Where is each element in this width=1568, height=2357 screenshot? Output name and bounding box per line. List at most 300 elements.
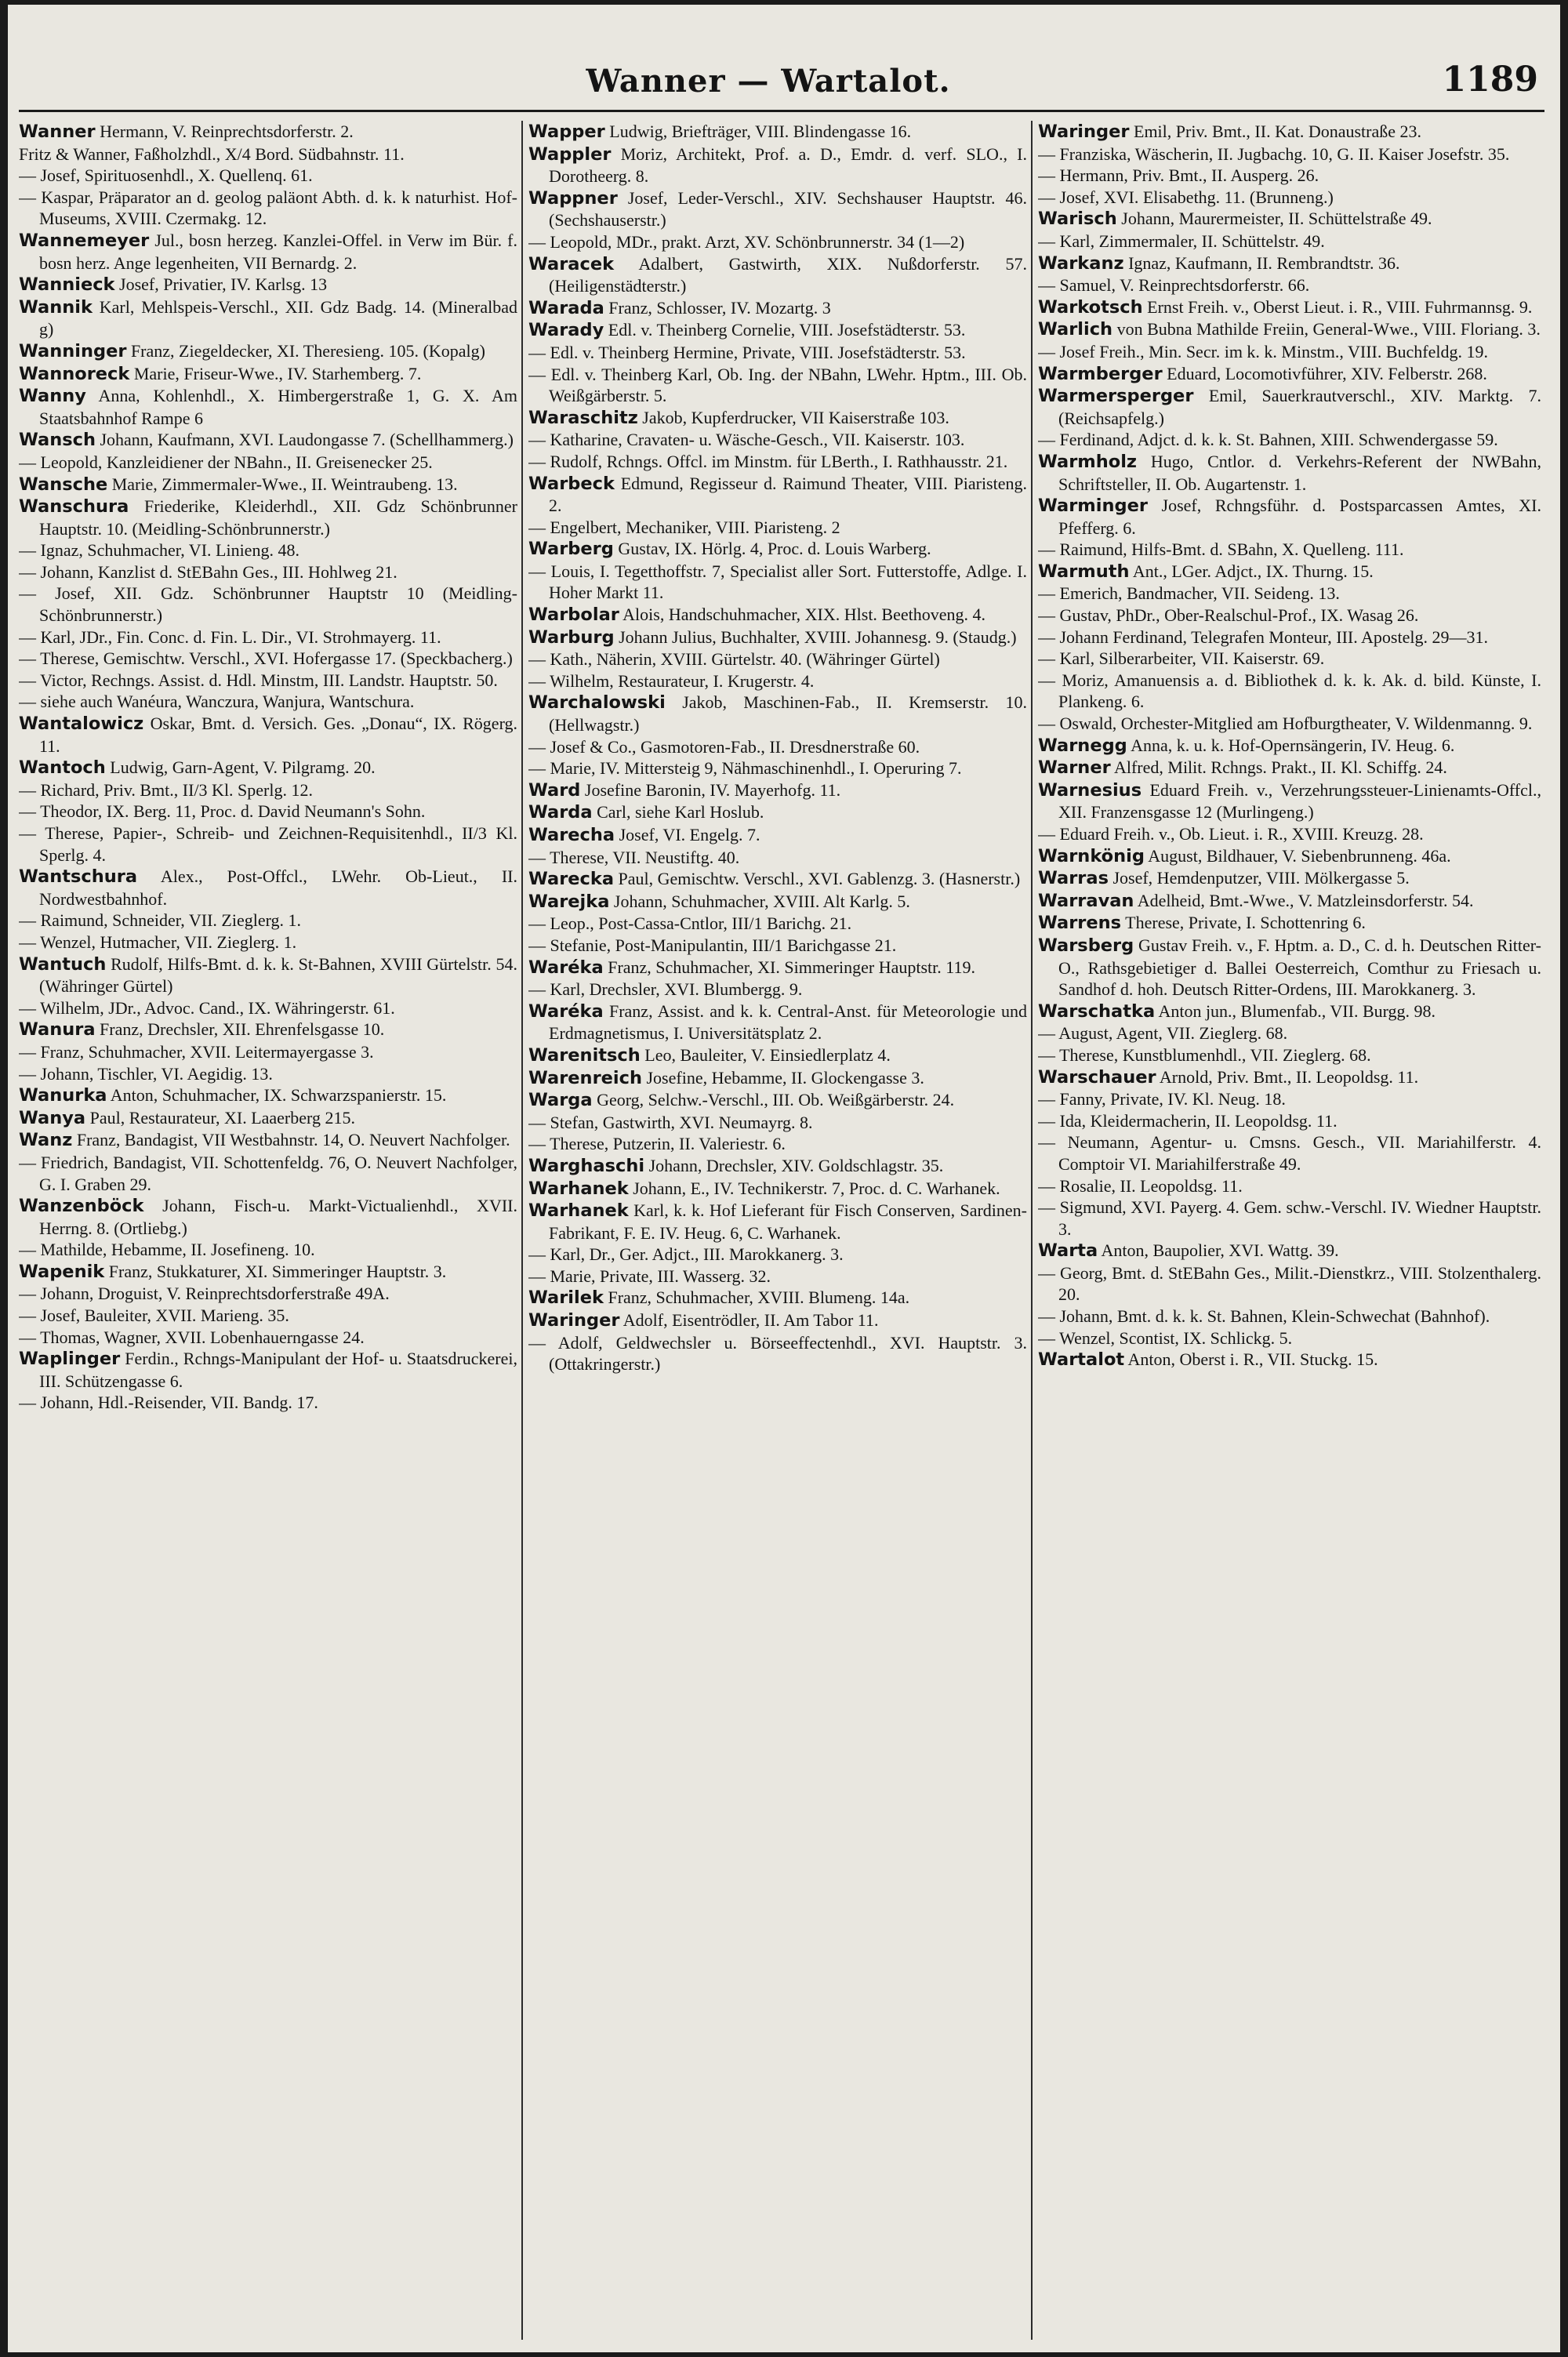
entry-text: Marie, Zimmermaler-Wwe., II. Weintraubeng. 13. <box>111 474 458 494</box>
entry-surname: Warner <box>1038 757 1111 779</box>
directory-entry <box>528 979 1027 1001</box>
directory-entry <box>1038 670 1541 713</box>
entry-surname: Wappler <box>528 143 612 165</box>
directory-entry <box>528 779 1027 802</box>
directory-entry <box>528 187 1027 231</box>
directory-entry <box>19 230 517 274</box>
directory-entry <box>19 165 517 187</box>
entry-text: — Georg, Bmt. d. StEBahn Ges., Milit.-Dienstkrz., VIII. Stolzenthalerg. 20. <box>1038 1262 1541 1305</box>
entry-text: — Wenzel, Hutmacher, VII. Zieglerg. 1. <box>19 932 297 952</box>
entry-text: Paul, Gemischtw. Verschl., XVI. Gablenzg. 3. (Hasnerstr.) <box>618 869 1021 889</box>
directory-entry <box>528 297 1027 320</box>
entry-text: — Thomas, Wagner, XVII. Lobenhauerngasse 24. <box>19 1327 365 1347</box>
entry-text: Josef, Hemdenputzer, VIII. Mölkergasse 5. <box>1112 868 1410 888</box>
directory-entry <box>528 670 1027 692</box>
entry-surname: Wanz <box>19 1130 73 1151</box>
entry-surname: Waringer <box>528 1310 620 1331</box>
entry-text: — Theodor, IX. Berg. 11, Proc. d. David Neumann's Sohn. <box>19 801 426 822</box>
entry-text: Emil, Sauerkrautverschl., XIV. Marktg. 7. (Reichsapfelg.) <box>1058 386 1541 428</box>
directory-entry <box>528 407 1027 430</box>
directory-entry <box>1038 561 1541 583</box>
entry-text: — Johann, Hdl.-Reisender, VII. Bandg. 17. <box>19 1393 318 1413</box>
directory-entry <box>1038 143 1541 165</box>
entry-text: — Katharine, Cravaten- u. Wäsche-Gesch., VII. Kaiserstr. 103. <box>528 430 965 450</box>
entry-surname: Warmholz <box>1038 451 1138 472</box>
directory-entry <box>528 517 1027 539</box>
directory-entry <box>1038 1240 1541 1262</box>
directory-entry <box>1038 1022 1541 1044</box>
entry-text: Anton jun., Blumenfab., VII. Burgg. 98. <box>1158 1001 1436 1021</box>
directory-entry <box>1038 648 1541 670</box>
directory-entry <box>1038 208 1541 231</box>
entry-surname: Wanschura <box>19 496 129 518</box>
directory-entry <box>1038 385 1541 429</box>
entry-text: Anna, Kohlenhdl., X. Himbergerstraße 1, G. X. Am Staatsbahnhof Rampe 6 <box>39 386 517 428</box>
entry-text: Franz, Schuhmacher, XI. Simmeringer Hauptstr. 119. <box>608 957 975 977</box>
directory-entry <box>19 296 517 340</box>
directory-entry <box>528 736 1027 758</box>
entry-text: — Leop., Post-Cassa-Cntlor, III/1 Barichg. 21. <box>528 913 852 934</box>
directory-entry <box>1038 713 1541 735</box>
entry-text: — Emerich, Bandmacher, VII. Seideng. 13. <box>1038 583 1340 604</box>
entry-text: Hugo, Cntlor. d. Verkehrs-Referent der NWBahn, Schriftsteller, II. Ob. Augartenstr. 1. <box>1058 451 1541 494</box>
directory-entry <box>1038 779 1541 823</box>
directory-entry <box>19 496 517 539</box>
directory-entry <box>19 1327 517 1349</box>
entry-surname: Waplinger <box>19 1349 121 1370</box>
entry-text: Josefine, Hebamme, II. Glockengasse 3. <box>646 1067 924 1088</box>
directory-entry <box>528 648 1027 670</box>
directory-entry <box>19 997 517 1019</box>
directory-entry <box>19 452 517 474</box>
entry-text: Edl. v. Theinberg Cornelie, VIII. Josefstädterstr. 53. <box>608 320 966 340</box>
entry-text: Josef, Privatier, IV. Karlsg. 13 <box>119 274 328 295</box>
directory-entry <box>528 1332 1027 1375</box>
directory-entry <box>19 429 517 452</box>
entry-text: von Bubna Mathilde Freiin, General-Wwe., VIII. Floriang. 3. <box>1116 319 1541 340</box>
entry-surname: Warminger <box>1038 496 1148 517</box>
directory-entry <box>1038 626 1541 648</box>
entry-text: — Therese, Papier-, Schreib- und Zeichnen-Requisitenhdl., II/3 Kl. Sperlg. 4. <box>19 823 517 865</box>
directory-entry <box>1038 363 1541 386</box>
entry-surname: Warburg <box>528 626 615 648</box>
entry-surname: Wapenik <box>19 1261 105 1282</box>
directory-entry <box>19 779 517 801</box>
directory-entry <box>528 1309 1027 1332</box>
directory-entry <box>528 1266 1027 1287</box>
entry-surname: Wanurka <box>19 1085 107 1106</box>
directory-entry <box>528 824 1027 847</box>
entry-text: Franz, Ziegeldecker, XI. Theresieng. 105. (Kopalg) <box>130 340 485 361</box>
entry-text: Franz, Drechsler, XII. Ehrenfelsgasse 10. <box>100 1019 385 1040</box>
entry-text: Franz, Bandagist, VII Westbahnstr. 14, O. Neuvert Nachfolger. <box>76 1130 510 1150</box>
entry-surname: Wantoch <box>19 757 106 779</box>
directory-entry <box>19 953 517 997</box>
entry-text: Fritz & Wanner, Faßholzhdl., X/4 Bord. Südbahnstr. 11. <box>19 143 405 164</box>
entry-surname: Warisch <box>1038 209 1117 230</box>
directory-entry <box>528 913 1027 935</box>
directory-entry <box>19 932 517 953</box>
entry-surname: Wantschura <box>19 866 138 888</box>
entry-text: Johann, Drechsler, XIV. Goldschlagstr. 35. <box>648 1155 944 1175</box>
directory-entry <box>528 342 1027 364</box>
entry-text: Oskar, Bmt. d. Versich. Ges. „Donau“, IX. Rögerg. 11. <box>39 714 517 756</box>
directory-entry <box>1038 1110 1541 1132</box>
entry-text: — Josef, Bauleiter, XVII. Marieng. 35. <box>19 1306 289 1326</box>
entry-text: Moriz, Architekt, Prof. a. D., Emdr. d. verf. SLO., I. Dorotheerg. 8. <box>549 143 1027 187</box>
entry-surname: Warenreich <box>528 1067 642 1088</box>
entry-text: — Gustav, PhDr., Ober-Realschul-Prof., IX. Wasag 26. <box>1038 605 1419 626</box>
entry-surname: Warenitsch <box>528 1044 641 1066</box>
entry-surname: Warejka <box>528 891 610 912</box>
entry-text: — Adolf, Geldwechsler u. Börseeffectenhdl., XVI. Hauptstr. 3. (Ottakringerstr.) <box>528 1332 1027 1375</box>
directory-entry <box>1038 187 1541 209</box>
directory-entry <box>528 1287 1027 1309</box>
entry-surname: Warnegg <box>1038 735 1127 756</box>
directory-entry <box>528 121 1027 143</box>
entry-text: — Edl. v. Theinberg Karl, Ob. Ing. der NBahn, LWehr. Hptm., III. Ob. Weißgärberstr. 5. <box>528 364 1027 406</box>
entry-text: Leo, Bauleiter, V. Einsiedlerplatz 4. <box>644 1044 891 1065</box>
directory-entry <box>528 604 1027 626</box>
directory-entry <box>1038 252 1541 275</box>
directory-entry <box>528 1067 1027 1090</box>
entry-text: Ignaz, Kaufmann, II. Rembrandtstr. 36. <box>1128 252 1400 273</box>
entry-surname: Warmuth <box>1038 561 1130 582</box>
directory-entry <box>528 1044 1027 1067</box>
directory-entry <box>528 319 1027 342</box>
entry-text: Franz, Schlosser, IV. Mozartg. 3 <box>608 297 831 318</box>
entry-text: — Raimund, Schneider, VII. Zieglerg. 1. <box>19 910 302 931</box>
directory-entry <box>19 691 517 713</box>
directory-entry <box>1038 231 1541 252</box>
entry-surname: Warada <box>528 297 604 318</box>
column-divider <box>1031 121 1033 2340</box>
entry-text: — Kaspar, Präparator an d. geolog paläont Abth. d. k. k naturhist. Hof-Museums, XVIII. Czermakg. 12. <box>19 187 517 229</box>
entry-text: Carl, siehe Karl Hoslub. <box>597 802 764 823</box>
entry-text: — Moriz, Amanuensis a. d. Bibliothek d. k. k. Ak. d. bild. Künste, I. Plankeng. 6. <box>1038 670 1541 712</box>
entry-text: — Johann Ferdinand, Telegrafen Monteur, III. Apostelg. 29—31. <box>1038 626 1488 647</box>
entry-surname: Wansche <box>19 474 108 495</box>
entry-text: Jul., bosn herzeg. Kanzlei-Offel. in Verw im Bür. f. bosn herz. Ange legenheiten, VII Bernardg. 2. <box>39 230 517 273</box>
directory-entry <box>528 451 1027 473</box>
entry-text: Georg, Selchw.-Verschl., III. Ob. Weißgärberstr. 24. <box>597 1090 955 1110</box>
entry-text: Johann, Kaufmann, XVI. Laudongasse 7. (Schellhammerg.) <box>100 430 514 450</box>
entry-surname: Wartalot <box>1038 1349 1125 1371</box>
directory-entry <box>528 538 1027 561</box>
directory-entry <box>19 801 517 823</box>
entry-text: — Hermann, Priv. Bmt., II. Ausperg. 26. <box>1038 165 1319 186</box>
entry-text: — Marie, Private, III. Wasserg. 32. <box>528 1266 771 1286</box>
entry-text: — siehe auch Wanéura, Wanczura, Wanjura, Wantschura. <box>19 692 415 712</box>
entry-text: Johann, Schuhmacher, XVIII. Alt Karlg. 5. <box>613 891 910 911</box>
entry-text: Johann, E., IV. Technikerstr. 7, Proc. d. C. Warhanek. <box>633 1178 1000 1198</box>
directory-entry <box>1038 935 1541 1001</box>
entry-text: — Franziska, Wäscherin, II. Jugbachg. 10, G. II. Kaiser Josefstr. 35. <box>1038 143 1510 164</box>
directory-entry <box>1038 296 1541 319</box>
directory-entry <box>1038 1262 1541 1306</box>
entry-text: — Johann, Tischler, VI. Aegidig. 13. <box>19 1063 273 1084</box>
directory-entry <box>1038 429 1541 451</box>
entry-text: Rudolf, Hilfs-Bmt. d. k. k. St-Bahnen, XVIII Gürtelstr. 54. (Währinger Gürtel) <box>39 953 517 997</box>
entry-surname: Waracek <box>528 253 615 274</box>
entry-surname: Wannoreck <box>19 363 130 384</box>
directory-entry <box>19 539 517 561</box>
entry-text: — Victor, Rechngs. Assist. d. Hdl. Minstm, III. Landstr. Hauptstr. 50. <box>19 670 498 690</box>
entry-surname: Warhanek <box>528 1200 629 1222</box>
entry-text: Eduard, Locomotivführer, XIV. Felberstr. 268. <box>1167 363 1487 383</box>
entry-text: — Franz, Schuhmacher, XVII. Leitermayergasse 3. <box>19 1041 374 1062</box>
directory-entry <box>19 910 517 932</box>
entry-text: — Eduard Freih. v., Ob. Lieut. i. R., XVIII. Kreuzg. 28. <box>1038 824 1424 844</box>
column-1 <box>19 121 517 2340</box>
directory-entry <box>1038 1066 1541 1089</box>
directory-entry <box>528 957 1027 979</box>
directory-entry <box>1038 1131 1541 1175</box>
entry-text: Adelheid, Bmt.-Wwe., V. Matzleinsdorferstr. 54. <box>1137 890 1474 910</box>
entry-surname: Warrens <box>1038 913 1122 934</box>
directory-entry <box>1038 121 1541 143</box>
entry-text: Karl, k. k. Hof Lieferant für Fisch Conserven, Sardinen-Fabrikant, F. E. IV. Heug. 6, C. Warhanek. <box>549 1200 1027 1243</box>
entry-text: — Sigmund, XVI. Payerg. 4. Gem. schw.-Verschl. IV. Wiedner Hauptstr. 3. <box>1038 1197 1541 1239</box>
entry-text: — Therese, Putzerin, II. Valeriestr. 6. <box>528 1134 786 1154</box>
directory-entry <box>19 1152 517 1195</box>
directory-entry <box>19 670 517 692</box>
directory-entry <box>1038 605 1541 626</box>
entry-surname: Warravan <box>1038 890 1134 911</box>
entry-surname: Waringer <box>1038 122 1130 142</box>
entry-text: — Ida, Kleidermacherin, II. Leopoldsg. 11. <box>1038 1110 1338 1131</box>
directory-entry <box>528 1244 1027 1266</box>
entry-text: — Oswald, Orchester-Mitglied am Hofburgtheater, V. Wildenmanng. 9. <box>1038 714 1533 734</box>
entry-surname: Waraschitz <box>528 407 638 428</box>
entry-text: Alfred, Milit. Rchngs. Prakt., II. Kl. Schiffg. 24. <box>1113 757 1447 778</box>
entry-text: — Fanny, Private, IV. Kl. Neug. 18. <box>1038 1089 1286 1109</box>
entry-surname: Warberg <box>528 539 614 560</box>
directory-entry <box>528 847 1027 869</box>
entry-text: — Wenzel, Scontist, IX. Schlickg. 5. <box>1038 1327 1293 1348</box>
entry-text: Franz, Assist. and k. k. Central-Anst. für Meteorologie und Erdmagnetismus, I. Universitätsplatz 2. <box>549 1001 1027 1044</box>
entry-surname: Wanura <box>19 1019 96 1040</box>
entry-text: Johann, Fisch-u. Markt-Victualienhdl., XVII. Herrng. 8. (Ortliebg.) <box>39 1196 517 1238</box>
entry-text: Ferdin., Rchngs-Manipulant der Hof- u. Staatsdruckerei, III. Schützengasse 6. <box>39 1349 517 1391</box>
entry-surname: Waréka <box>528 957 604 978</box>
entry-text: — Stefanie, Post-Manipulantin, III/1 Barichgasse 21. <box>528 935 897 955</box>
directory-entry <box>1038 867 1541 890</box>
directory-entry <box>1038 1349 1541 1371</box>
directory-entry <box>528 935 1027 957</box>
directory-entry <box>1038 912 1541 935</box>
directory-entry <box>528 231 1027 253</box>
column-2 <box>528 121 1027 2340</box>
entry-text: — Josef, XII. Gdz. Schönbrunner Hauptstr 10 (Meidling-Schönbrunnerstr.) <box>19 583 517 626</box>
entry-surname: Wanny <box>19 386 86 407</box>
directory-entry <box>19 340 517 363</box>
entry-text: — Marie, IV. Mittersteig 9, Nähmaschinenhdl., I. Operuring 7. <box>528 758 962 779</box>
entry-surname: Wantalowicz <box>19 714 144 735</box>
entry-text: — Therese, VII. Neustiftg. 40. <box>528 847 740 867</box>
directory-entry <box>1038 757 1541 779</box>
entry-text: Ludwig, Briefträger, VIII. Blindengasse 16. <box>609 122 912 141</box>
directory-entry <box>19 757 517 779</box>
entry-surname: Wapper <box>528 122 605 142</box>
entry-surname: Warady <box>528 320 604 341</box>
directory-entry <box>1038 1001 1541 1023</box>
directory-entry <box>19 1348 517 1392</box>
directory-entry <box>528 473 1027 517</box>
running-head: Wanner — Wartalot. <box>586 63 951 100</box>
entry-text: — Wilhelm, JDr., Advoc. Cand., IX. Währingerstr. 61. <box>19 997 395 1018</box>
entry-text: — August, Agent, VII. Zieglerg. 68. <box>1038 1023 1288 1044</box>
entry-surname: Waréka <box>528 1001 604 1022</box>
directory-entry <box>19 713 517 757</box>
entry-text: — Karl, Silberarbeiter, VII. Kaiserstr. 69. <box>1038 648 1325 669</box>
directory-entry <box>19 274 517 296</box>
entry-surname: Warilek <box>528 1287 604 1309</box>
entry-text: Adalbert, Gastwirth, XIX. Nußdorferstr. 57. (Heiligenstädterstr.) <box>549 253 1027 296</box>
directory-entry <box>528 561 1027 604</box>
directory-entry <box>19 121 517 143</box>
entry-surname: Ward <box>528 779 581 801</box>
directory-entry <box>19 1063 517 1085</box>
entry-surname: Warnesius <box>1038 779 1142 801</box>
directory-entry <box>1038 1327 1541 1349</box>
entry-surname: Wannieck <box>19 274 115 296</box>
entry-surname: Wansch <box>19 430 96 451</box>
entry-text: Marie, Friseur-Wwe., IV. Starhemberg. 7. <box>133 363 422 383</box>
entry-text: Alois, Handschuhmacher, XIX. Hlst. Beethoveng. 4. <box>622 605 986 625</box>
directory-entry <box>528 1178 1027 1200</box>
directory-entry <box>19 626 517 648</box>
entry-text: Ant., LGer. Adjct., IX. Thurng. 15. <box>1132 561 1374 581</box>
directory-entry <box>19 143 517 165</box>
entry-text: — Rosalie, II. Leopoldsg. 11. <box>1038 1175 1243 1196</box>
directory-entry <box>19 363 517 386</box>
directory-entry <box>1038 735 1541 757</box>
entry-surname: Warbolar <box>528 605 619 626</box>
entry-text: Gustav Freih. v., F. Hptm. a. D., C. d. h. Deutschen Ritter-O., Rathsgebietiger d. Ballei Oesterreich, Comthur zu Friesach u. Sandhof d. hoh. Deutsch Ritter-Ordens, III. Marokkanerg. 3. <box>1058 935 1541 1000</box>
entry-text: — Johann, Droguist, V. Reinprechtsdorferstraße 49A. <box>19 1284 390 1304</box>
entry-text: Jakob, Kupferdrucker, VII Kaiserstraße 103. <box>642 407 949 427</box>
directory-entry <box>19 1195 517 1239</box>
entry-text: — Leopold, Kanzleidiener der NBahn., II. Greisenecker 25. <box>19 452 433 472</box>
entry-text: Josef, Leder-Verschl., XIV. Sechshauser Hauptstr. 46. (Sechshauserstr.) <box>549 187 1027 231</box>
directory-entry <box>19 648 517 670</box>
directory-entry <box>1038 1306 1541 1327</box>
entry-text: Jakob, Maschinen-Fab., II. Kremserstr. 10. (Hellwagstr.) <box>549 692 1027 735</box>
entry-surname: Warschatka <box>1038 1001 1156 1022</box>
entry-surname: Warkanz <box>1038 252 1124 274</box>
directory-page <box>8 5 1560 2352</box>
entry-text: Friederike, Kleiderhdl., XII. Gdz Schönbrunner Hauptstr. 10. (Meidling-Schönbrunnerstr.) <box>39 496 517 539</box>
entry-text: Franz, Stukkaturer, XI. Simmeringer Hauptstr. 3. <box>108 1261 447 1281</box>
entry-text: — Karl, Zimmermaler, II. Schüttelstr. 49. <box>1038 231 1325 251</box>
entry-text: — Samuel, V. Reinprechtsdorferstr. 66. <box>1038 275 1310 296</box>
entry-text: — Stefan, Gastwirth, XVI. Neumayrg. 8. <box>528 1112 813 1132</box>
entry-surname: Warras <box>1038 868 1109 889</box>
entry-surname: Warmersperger <box>1038 386 1194 407</box>
directory-entry <box>19 1283 517 1305</box>
entry-text: Eduard Freih. v., Verzehrungssteuer-Linienamts-Offcl., XII. Franzensgasse 12 (Murlingeng.) <box>1058 779 1541 823</box>
entry-text: — Josef & Co., Gasmotoren-Fab., II. Dresdnerstraße 60. <box>528 736 920 757</box>
directory-entry <box>1038 823 1541 845</box>
entry-surname: Wannik <box>19 296 93 318</box>
entry-text: Hermann, V. Reinprechtsdorferstr. 2. <box>100 122 354 141</box>
entry-text: — Raimund, Hilfs-Bmt. d. SBahn, X. Quelleng. 111. <box>1038 539 1404 560</box>
entry-surname: Wanner <box>19 122 96 142</box>
entry-text: Ludwig, Garn-Agent, V. Pilgramg. 20. <box>110 757 376 778</box>
directory-entry <box>19 385 517 429</box>
directory-entry <box>1038 1175 1541 1197</box>
directory-entry <box>19 1392 517 1414</box>
directory-entry <box>528 801 1027 824</box>
entry-text: — Therese, Gemischtw. Verschl., XVI. Hofergasse 17. (Speckbacherg.) <box>19 648 513 669</box>
entry-surname: Wanninger <box>19 340 127 361</box>
entry-surname: Warecha <box>528 825 615 845</box>
directory-entry <box>528 692 1027 735</box>
entry-text: — Leopold, MDr., prakt. Arzt, XV. Schönbrunnerstr. 34 (1—2) <box>528 231 965 252</box>
directory-entry <box>528 1200 1027 1244</box>
entry-text: — Ignaz, Schuhmacher, VI. Linieng. 48. <box>19 540 299 561</box>
entry-text: — Kath., Näherin, XVIII. Gürtelstr. 40. (Währinger Gürtel) <box>528 649 940 670</box>
entry-text: Emil, Priv. Bmt., II. Kat. Donaustraße 23. <box>1134 122 1422 141</box>
entry-text: — Engelbert, Mechaniker, VIII. Piaristeng. 2 <box>528 517 840 537</box>
directory-entry <box>1038 1044 1541 1066</box>
entry-text: Adolf, Eisentrödler, II. Am Tabor 11. <box>622 1310 879 1331</box>
directory-entry <box>1038 1088 1541 1110</box>
directory-entry <box>19 866 517 910</box>
entry-text: Gustav, IX. Hörlg. 4, Proc. d. Louis Warberg. <box>618 539 931 559</box>
directory-entry <box>528 1001 1027 1044</box>
directory-entry <box>528 1112 1027 1134</box>
entry-text: — Therese, Kunstblumenhdl., VII. Zieglerg. 68. <box>1038 1044 1371 1065</box>
directory-entry <box>1038 451 1541 495</box>
entry-text: — Karl, Dr., Ger. Adjct., III. Marokkanerg. 3. <box>528 1244 844 1265</box>
page-number: 1189 <box>1442 60 1538 100</box>
directory-entry <box>19 1129 517 1152</box>
directory-entry <box>528 626 1027 649</box>
directory-entry <box>1038 341 1541 363</box>
entry-text: Johann, Maurermeister, II. Schüttelstraße 49. <box>1121 209 1432 229</box>
directory-entry <box>19 1305 517 1327</box>
entry-text: — Mathilde, Hebamme, II. Josefineng. 10. <box>19 1240 315 1260</box>
directory-entry <box>528 891 1027 913</box>
directory-entry <box>1038 495 1541 539</box>
entry-text: — Rudolf, Rchngs. Offcl. im Minstm. für LBerth., I. Rathhausstr. 21. <box>528 451 1008 471</box>
entry-text: August, Bildhauer, V. Siebenbrunneng. 46a. <box>1148 845 1451 866</box>
directory-entry <box>528 1089 1027 1112</box>
entry-surname: Warghaschi <box>528 1155 645 1176</box>
entry-surname: Wanzenböck <box>19 1196 144 1217</box>
entry-surname: Warlich <box>1038 319 1113 340</box>
directory-entry <box>19 1019 517 1041</box>
entry-text: Paul, Restaurateur, XI. Laaerberg 215. <box>89 1107 355 1128</box>
entry-text: — Josef Freih., Min. Secr. im k. k. Minstm., VIII. Buchfeldg. 19. <box>1038 341 1488 361</box>
directory-entry <box>19 474 517 496</box>
entry-text: — Josef, Spirituosenhdl., X. Quellenq. 61. <box>19 165 313 186</box>
entry-text: Anton, Schuhmacher, IX. Schwarzspanierstr. 15. <box>110 1085 447 1106</box>
entry-text: Alex., Post-Offcl., LWehr. Ob-Lieut., II. Nordwestbahnhof. <box>39 866 517 909</box>
directory-entry <box>1038 318 1541 341</box>
directory-entry <box>19 1107 517 1130</box>
entry-text: Therese, Private, I. Schottenring 6. <box>1125 913 1366 933</box>
directory-entry <box>528 868 1027 891</box>
directory-entry <box>1038 165 1541 187</box>
directory-entry <box>528 757 1027 779</box>
directory-entry <box>528 143 1027 187</box>
page-header <box>8 60 1560 110</box>
entry-text: Franz, Schuhmacher, XVIII. Blumeng. 14a. <box>608 1287 910 1308</box>
entry-text: — Edl. v. Theinberg Hermine, Private, VIII. Josefstädterstr. 53. <box>528 342 966 362</box>
